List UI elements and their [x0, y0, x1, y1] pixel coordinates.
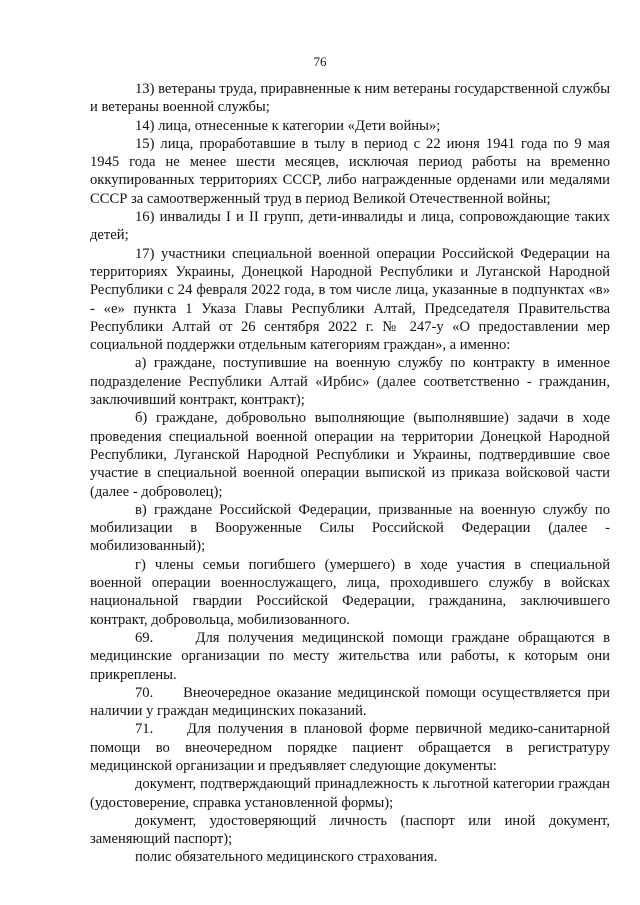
clause-70: 70. Внеочередное оказание медицинской помощи осуществляется при наличии у граждан медицинских показаний.: [90, 684, 610, 720]
clause-71: 71. Для получения в плановой форме первичной медико-санитарной помощи во внеочередном порядке пациент обращается в регистратуру медицинской организации и предъявляет следующие документы:: [90, 721, 610, 774]
paragraph-15: 15) лица, проработавшие в тылу в период с 22 июня 1941 года по 9 мая 1945 года не менее шести месяцев, исключая период работы на временно оккупированных территориях СССР, либо награжденные орденами или медалями СССР за самоотверженный труд в период Великой Отечественной войны;: [90, 135, 610, 207]
subparagraph-b: б) граждане, добровольно выполняющие (выполнявшие) задачи в ходе проведения специальной военной операции на территории Донецкой Народной Республики, Луганской Народной Республики и Украины, подтвердившие свое участие в специальной военной операции выпиской из приказа войсковой части (далее - доброволец);: [90, 410, 610, 500]
clause-69: 69. Для получения медицинской помощи граждане обращаются в медицинские организации по месту жительства или работы, к которым они прикреплены.: [90, 629, 610, 683]
paragraph-13: 13) ветераны труда, приравненные к ним ветераны государственной службы и ветераны военной службы;: [90, 81, 610, 116]
paragraph-17: 17) участники специальной военной операции Российской Федерации на территориях Украины, Донецкой Народной Республики и Луганской Народной Республики с 24 февраля 2022 года, в том числе лица, указанные в подпунктах «в» - «е» пункта 1 Указа Главы Республики Алтай, Председателя Правительства Республики Алтай от 26 сентября 2022 г. № 247-у «О предоставлении мер социальной поддержки отдельным категориям граждан», а именно:: [90, 245, 610, 354]
paragraph-14: 14) лица, отнесенные к категории «Дети войны»;: [135, 117, 441, 134]
document-body: [90, 80, 610, 867]
subparagraph-g: г) члены семьи погибшего (умершего) в ходе участия в специальной военной операции военнослужащего, лица, проходившего службу в войсках национальной гвардии Российской Федерации, гражданина, заключившего контракт, добровольца, мобилизованного.: [90, 556, 610, 628]
page-number: 76: [313, 54, 327, 69]
document-item-identity: документ, удостоверяющий личность (паспорт или иной документ, заменяющий паспорт);: [90, 812, 610, 848]
subparagraph-v: в) граждане Российской Федерации, призванные на военную службу по мобилизации в Вооруженные Силы Российской Федерации (далее - мобилизованный);: [90, 501, 610, 555]
document-item-insurance-policy: полис обязательного медицинского страхования.: [135, 849, 438, 866]
document-item-category-proof: документ, подтверждающий принадлежность к льготной категории граждан (удостоверение, справка установленной формы);: [90, 776, 610, 811]
subparagraph-a: а) граждане, поступившие на военную службу по контракту в именное подразделение Республики Алтай «Ирбис» (далее соответственно - гражданин, заключивший контракт, контракт);: [90, 355, 610, 409]
paragraph-16: 16) инвалиды I и II групп, дети-инвалиды и лица, сопровождающие таких детей;: [90, 209, 610, 244]
